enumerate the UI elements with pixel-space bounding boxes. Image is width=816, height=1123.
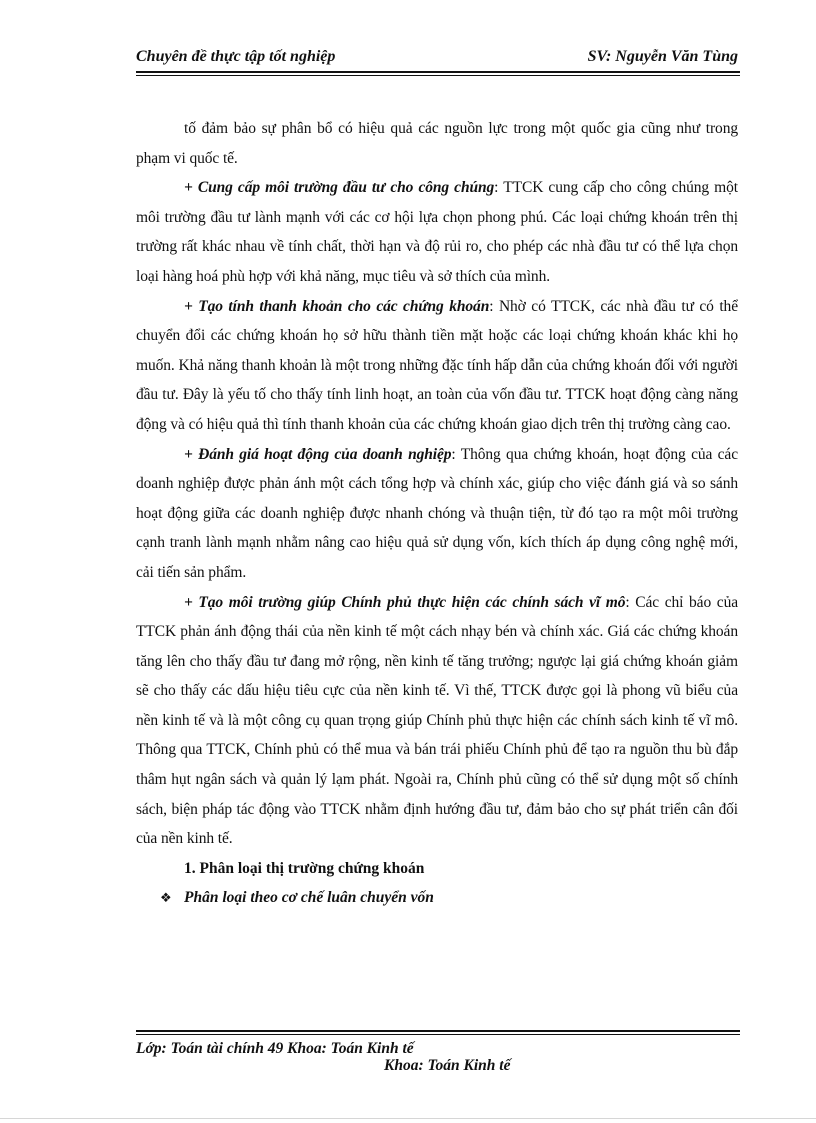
header-rule-thick	[136, 71, 740, 73]
paragraph-2-lead: + Cung cấp môi trường đầu tư cho công chúng	[184, 179, 495, 197]
paragraph-2-text: : TTCK cung cấp cho công chúng một môi trường đầu tư lành mạnh với các cơ hội lựa chọn phong phú. Các loại chứng khoán trên thị trường rất khác nhau về tính chất, thời hạn và độ rủi ro, cho phép các nhà đầu tư có thể lựa chọn loại hàng hoá phù hợp với khả năng, mục tiêu và sở thích của mình.	[136, 179, 738, 285]
paragraph-3-text: : Nhờ có TTCK, các nhà đầu tư có thể chuyển đổi các chứng khoán họ sở hữu thành tiền mặt hoặc các loại chứng khoán khác khi họ muốn. Khả năng thanh khoản là một trong những đặc tính hấp dẫn của chứng khoán đối với người đầu tư. Đây là yếu tố cho thấy tính linh hoạt, an toàn của vốn đầu tư. TTCK hoạt động càng năng động và có hiệu quả thì tính thanh khoản của các chứng khoán giao dịch trên thị trường càng cao.	[136, 297, 738, 433]
paragraph-4-text: : Thông qua chứng khoán, hoạt động của các doanh nghiệp được phản ánh một cách tổng hợp và chính xác, giúp cho việc đánh giá và so sánh hoạt động giữa các doanh nghiệp được nhanh chóng và thuận tiện, từ đó tạo ra một môi trường cạnh tranh lành mạnh nhằm nâng cao hiệu quả sử dụng vốn, kích thích áp dụng công nghệ mới, cải tiến sản phẩm.	[136, 445, 738, 581]
paragraph-3	[136, 292, 738, 440]
paragraph-2	[136, 173, 738, 291]
header-author: SV: Nguyễn Văn Tùng	[587, 48, 738, 65]
page-edge-line	[0, 1118, 816, 1119]
footer-rule-thick	[136, 1030, 740, 1032]
document-body	[136, 114, 738, 914]
footer-class-line: Lớp: Toán tài chính 49 Khoa: Toán Kinh tế	[136, 1040, 414, 1057]
paragraph-5-lead: + Tạo môi trường giúp Chính phủ thực hiện các chính sách vĩ mô	[184, 593, 626, 611]
subsection-heading-text: Phân loại theo cơ chế luân chuyển vốn	[184, 889, 434, 907]
paragraph-3-lead: + Tạo tính thanh khoản cho các chứng khoán	[184, 297, 490, 315]
header-rule-thin	[136, 75, 740, 76]
subsection-heading	[136, 883, 738, 914]
paragraph-4-lead: + Đánh giá hoạt động của doanh nghiệp	[184, 445, 452, 463]
section-heading: 1. Phân loại thị trường chứng khoán	[184, 859, 425, 877]
diamond-bullet-icon: ❖	[160, 891, 172, 907]
paragraph-5-text: : Các chỉ báo của TTCK phản ánh động thái của nền kinh tế một cách nhạy bén và chính xác. Giá các chứng khoán tăng lên cho thấy đầu tư đang mở rộng, nền kinh tế tăng trưởng; ngược lại giá chứng khoán giảm sẽ cho thấy các dấu hiệu tiêu cực của nền kinh tế. Vì thế, TTCK được gọi là phong vũ biểu của nền kinh tế và là một công cụ quan trọng giúp Chính phủ thực hiện các chính sách kinh tế vĩ mô. Thông qua TTCK, Chính phủ có thể mua và bán trái phiếu Chính phủ để tạo ra nguồn thu bù đắp thâm hụt ngân sách và quản lý lạm phát. Ngoài ra, Chính phủ cũng có thể sử dụng một số chính sách, biện pháp tác động vào TTCK nhằm định hướng đầu tư, đảm bảo cho sự phát triển cân đối của nền kinh tế.	[136, 593, 738, 848]
header-title: Chuyên đề thực tập tốt nghiệp	[136, 48, 336, 65]
footer-rule-thin	[136, 1034, 740, 1035]
paragraph-4	[136, 440, 738, 588]
footer-faculty-line: Khoa: Toán Kinh tế	[384, 1057, 511, 1074]
paragraph-1: tố đảm bảo sự phân bổ có hiệu quả các nguồn lực trong một quốc gia cũng như trong phạm vi quốc tế.	[136, 120, 738, 167]
paragraph-5	[136, 588, 738, 854]
page-header	[136, 48, 740, 72]
